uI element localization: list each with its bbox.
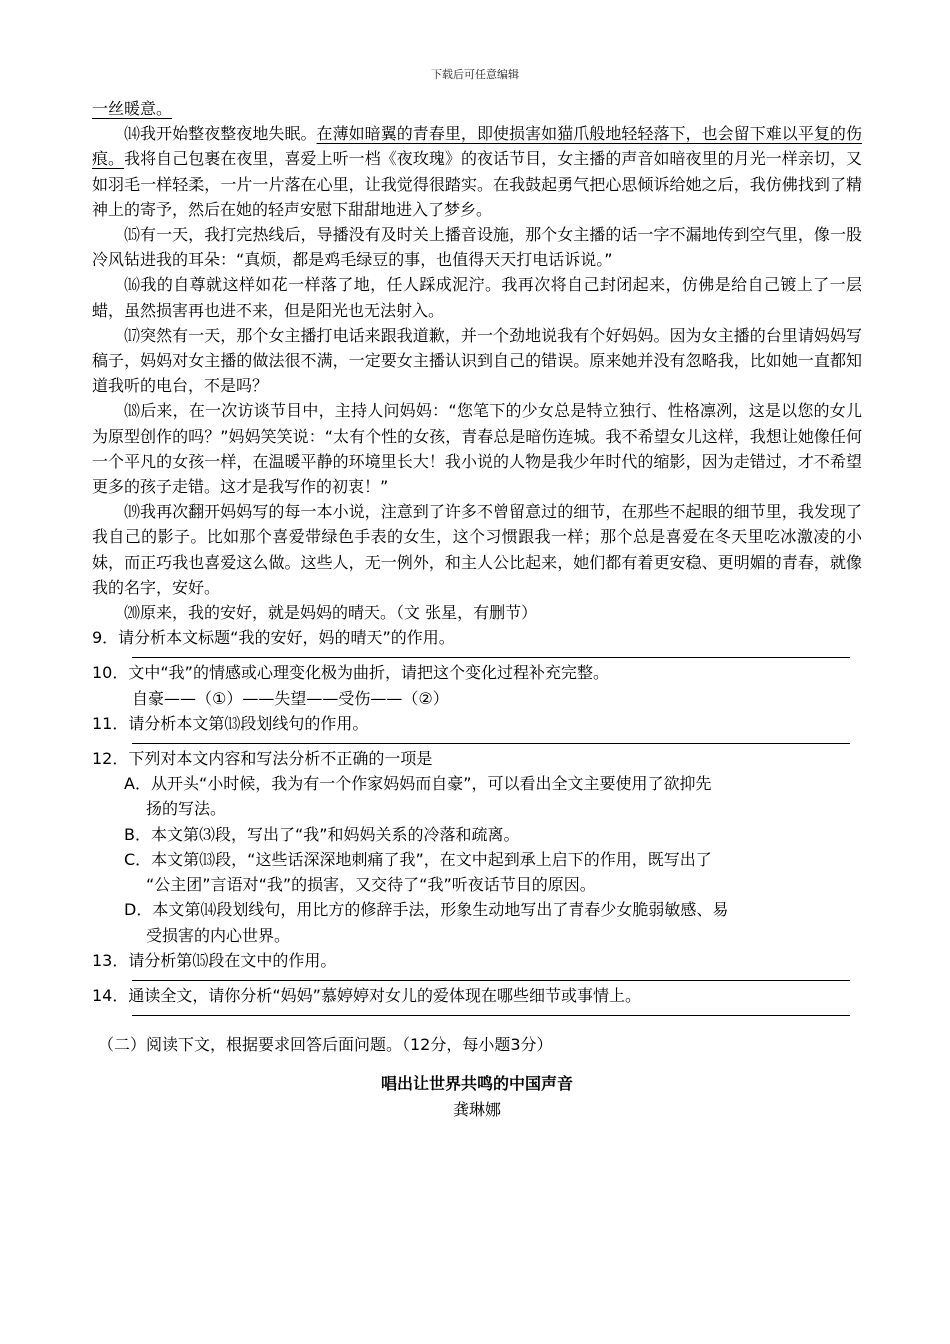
paragraph-continuation — [92, 96, 862, 121]
paragraph-19: ⒆我再次翻开妈妈写的每一本小说，注意到了许多不曾留意过的细节，在那些不起眼的细节里，我发现了我自己的影子。比如那个喜爱带绿色手表的女生，这个习惯跟我一样；那个总是喜爱在冬天里吃冰激凌的小妹，而正巧我也喜爱这么做。这些人，无一例外，和主人公比起来，她们都有着更安稳、更明媚的青春，就像我的名字，安好。 — [92, 502, 862, 597]
page-header: 下载后可任意编辑 — [431, 68, 519, 81]
answer-line[interactable] — [132, 980, 850, 981]
option-c: C．本文第⒀段，“这些话深深地刺痛了我”，在文中起到承上启下的作用，既写出了 — [124, 849, 712, 869]
paragraph-number: ⒁ — [124, 124, 141, 144]
paragraph-18: ⒅后来，在一次访谈节目中，主持人问妈妈：“您笔下的少女总是特立独行、性格凛冽，这是以您的女儿为原型创作的吗？”妈妈笑笑说：“太有个性的女孩，青春总是暗伤连城。我不希望女儿这样，我想让她像任何一个平凡的女孩一样，在温暖平静的环境里长大！我小说的人物是我少年时代的缩影，因为走错过，才不希望更多的孩子走错。这才是我写作的初衷！” — [92, 401, 862, 497]
paragraph-14 — [92, 121, 862, 222]
answer-line[interactable] — [132, 1015, 850, 1016]
paragraph-16: ⒃我的自尊就这样如花一样落了地，任人踩成泥泞。我再次将自己封闭起来，仿佛是给自己镀上了一层蜡，虽然损害再也进不来，但是阳光也无法射入。 — [92, 275, 862, 320]
answer-line[interactable] — [132, 743, 850, 744]
question-10: 10．文中“我”的情感或心理变化极为曲折，请把这个变化过程补充完整。 — [92, 663, 609, 683]
underlined-text: 一丝暖意。 — [92, 99, 173, 118]
article-author: 龚琳娜 — [452, 1099, 501, 1119]
option-c-cont: “公主团”言语对“我”的损害，又交待了“我”听夜话节目的原因。 — [146, 875, 596, 895]
question-12: 12．下列对本文内容和写法分析不正确的一项是 — [92, 749, 433, 769]
paragraph-text: 我将自己包裹在夜里，喜爱上听一档《夜玫瑰》的夜话节目，女主播的声音如暗夜里的月光一样亲切，又如羽毛一样轻柔，一片一片落在心里，让我觉得很踏实。在我鼓起勇气把心思倾诉给她之后，我仿佛找到了精神上的寄予，然后在她的轻声安慰下甜甜地进入了梦乡。 — [92, 149, 862, 219]
question-11: 11．请分析本文第⒀段划线句的作用。 — [92, 713, 369, 733]
article-title: 唱出让世界共鸣的中国声音 — [380, 1074, 573, 1094]
option-b: B．本文第⑶段，写出了“我”和妈妈关系的冷落和疏离。 — [124, 824, 520, 844]
paragraph-20: ⒇原来，我的安好，就是妈妈的晴天。（文 张星，有删节） — [124, 603, 538, 623]
paragraph-15: ⒂有一天，我打完热线后，导播没有及时关上播音设施，那个女主播的话一字不漏地传到空气里，像一股冷风钻进我的耳朵：“真烦，都是鸡毛绿豆的事，也值得天天打电话诉说。” — [92, 225, 862, 270]
paragraph-17: ⒄突然有一天，那个女主播打电话来跟我道歉，并一个劲地说我有个好妈妈。因为女主播的台里请妈妈写稿子，妈妈对女主播的做法很不满，一定要女主播认识到自己的错误。原来她并没有忽略我，比如她一直都知道我听的电台，不是吗？ — [92, 325, 862, 396]
question-13: 13．请分析第⒂段在文中的作用。 — [92, 950, 337, 970]
option-a-cont: 扬的写法。 — [146, 799, 227, 819]
paragraph-text: 我开始整夜整夜地失眠。 — [140, 124, 317, 144]
answer-line[interactable] — [132, 657, 850, 658]
question-14: 14．通读全文，请你分析“妈妈”慕婷婷对女儿的爱体现在哪些细节或事情上。 — [92, 985, 641, 1005]
underlined-sentence: 在薄如暗翼的青春里，即使损害如猫爪般地轻轻落下，也会留下难以平复的伤痕。 — [92, 124, 862, 169]
document-body — [92, 96, 862, 1122]
question-9: 9．请分析本文标题“我的安好，妈的晴天”的作用。 — [92, 628, 455, 648]
option-d: D．本文第⒁段划线句，用比方的修辞手法，形象生动地写出了青春少女脆弱敏感、易 — [124, 900, 729, 920]
section-heading: （二）阅读下文，根据要求回答后面问题。（12分，每小题3分） — [98, 1035, 553, 1055]
question-10-chain: 自豪——（①）——失望——受伤——（②） — [132, 688, 449, 708]
option-a: A．从开头“小时候，我为有一个作家妈妈而自豪”，可以看出全文主要使用了欲抑先 — [124, 774, 712, 794]
option-d-cont: 受损害的内心世界。 — [146, 925, 291, 945]
